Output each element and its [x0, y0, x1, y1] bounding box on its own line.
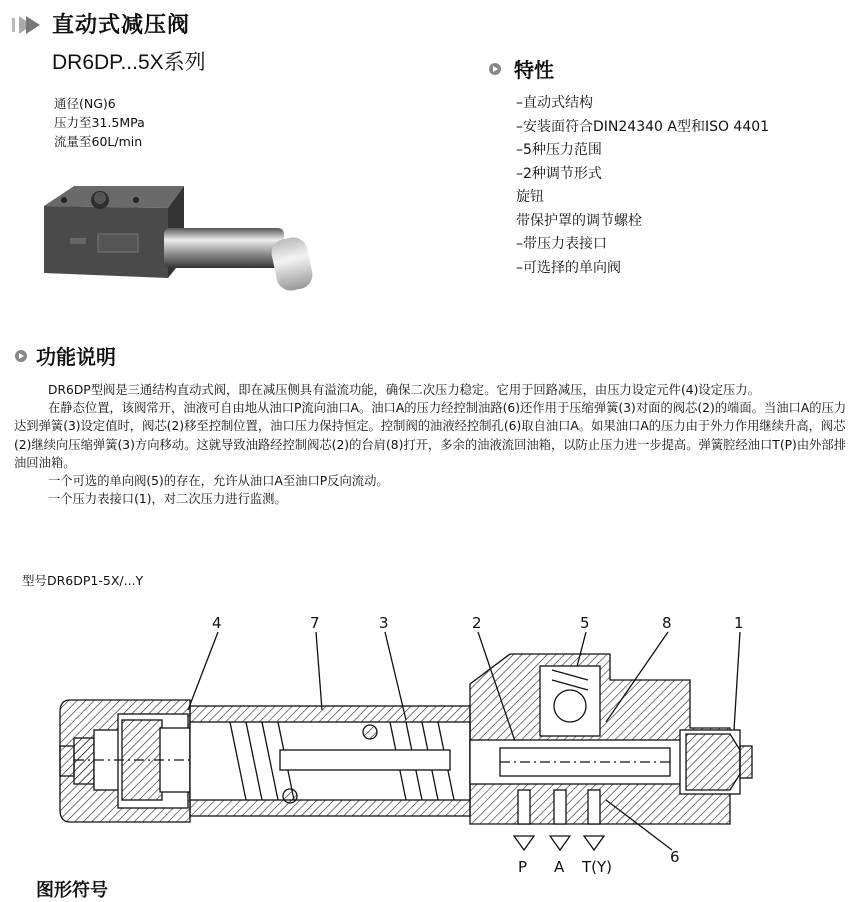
section-arrow-icon: [10, 12, 44, 38]
feature-item: 带保护罩的调节螺栓: [516, 212, 642, 229]
function-paragraph: 一个压力表接口(1)，对二次压力进行监测。: [48, 492, 287, 507]
section-bullet-icon: [488, 62, 502, 76]
feature-item: –直动式结构: [516, 95, 593, 111]
page-title: 直动式减压阀: [52, 13, 191, 38]
model-number: 型号DR6DP1-5X/...Y: [22, 573, 144, 588]
features-title: 特性: [514, 58, 554, 82]
feature-item: –2种调节形式: [516, 165, 602, 182]
valve-section-drawing: [40, 610, 760, 886]
spec-item: 压力至31.5MPa: [54, 115, 145, 130]
callout-label: 7: [310, 614, 320, 632]
valve-product-photo: [36, 178, 321, 303]
function-paragraph: DR6DP型阀是三通结构直动式阀，即在减压侧具有溢流功能，确保二次压力稳定。它用于回路减压，由压力设定元件(4)设定压力。: [48, 383, 760, 397]
callout-label: 8: [662, 614, 672, 632]
spec-list: [54, 94, 145, 151]
callout-label: 4: [212, 614, 222, 632]
port-label: T(Y): [582, 858, 613, 876]
features-list: [516, 92, 769, 280]
page-subtitle: DR6DP...5X系列: [52, 51, 206, 74]
callout-label: 1: [734, 614, 744, 632]
callout-label: 6: [670, 848, 680, 866]
section-bullet-icon: [14, 349, 28, 363]
callout-label: 2: [472, 614, 482, 632]
feature-item: –安装面符合DIN24340 A型和ISO 4401: [516, 118, 770, 135]
function-paragraph: 一个可选的单向阀(5)的存在，允许从油口A至油口P反向流动。: [48, 474, 389, 489]
callout-label: 3: [379, 614, 389, 632]
feature-item: –带压力表接口: [516, 236, 607, 252]
feature-item: –可选择的单向阀: [516, 259, 621, 276]
next-section-title: 图形符号: [36, 880, 108, 901]
port-label: A: [554, 858, 565, 876]
function-paragraph: 在静态位置，该阀常开，油液可自由地从油口P流向油口A。油口A的压力经控制油路(6)还作用于压缩弹簧(3)对面的阀芯(2)的端面。当油口A的压力达到弹簧(3)设定值时，阀芯(2)移至控制位置，油口压力保持恒定。控制阀的油液经控制孔(6)取自油口A。如果油口A的压力由于外力作用继续升高，阀芯(2)继续向压缩弹簧(3)方向移动。这就导致油路经控制阀芯(2)的台肩(8)打开，多余的油液流回油箱，以防止压力进一步提高。弹簧腔经油口T(P)由外部排油回油箱。: [14, 401, 847, 470]
function-description: [14, 381, 850, 508]
function-title: 功能说明: [36, 345, 116, 369]
port-label: P: [518, 858, 528, 876]
callout-label: 5: [580, 614, 590, 632]
feature-item: –5种压力范围: [516, 142, 602, 158]
feature-item: 旋钮: [516, 189, 544, 205]
spec-item: 流量至60L/min: [54, 134, 143, 149]
spec-item: 通径(NG)6: [54, 96, 116, 111]
